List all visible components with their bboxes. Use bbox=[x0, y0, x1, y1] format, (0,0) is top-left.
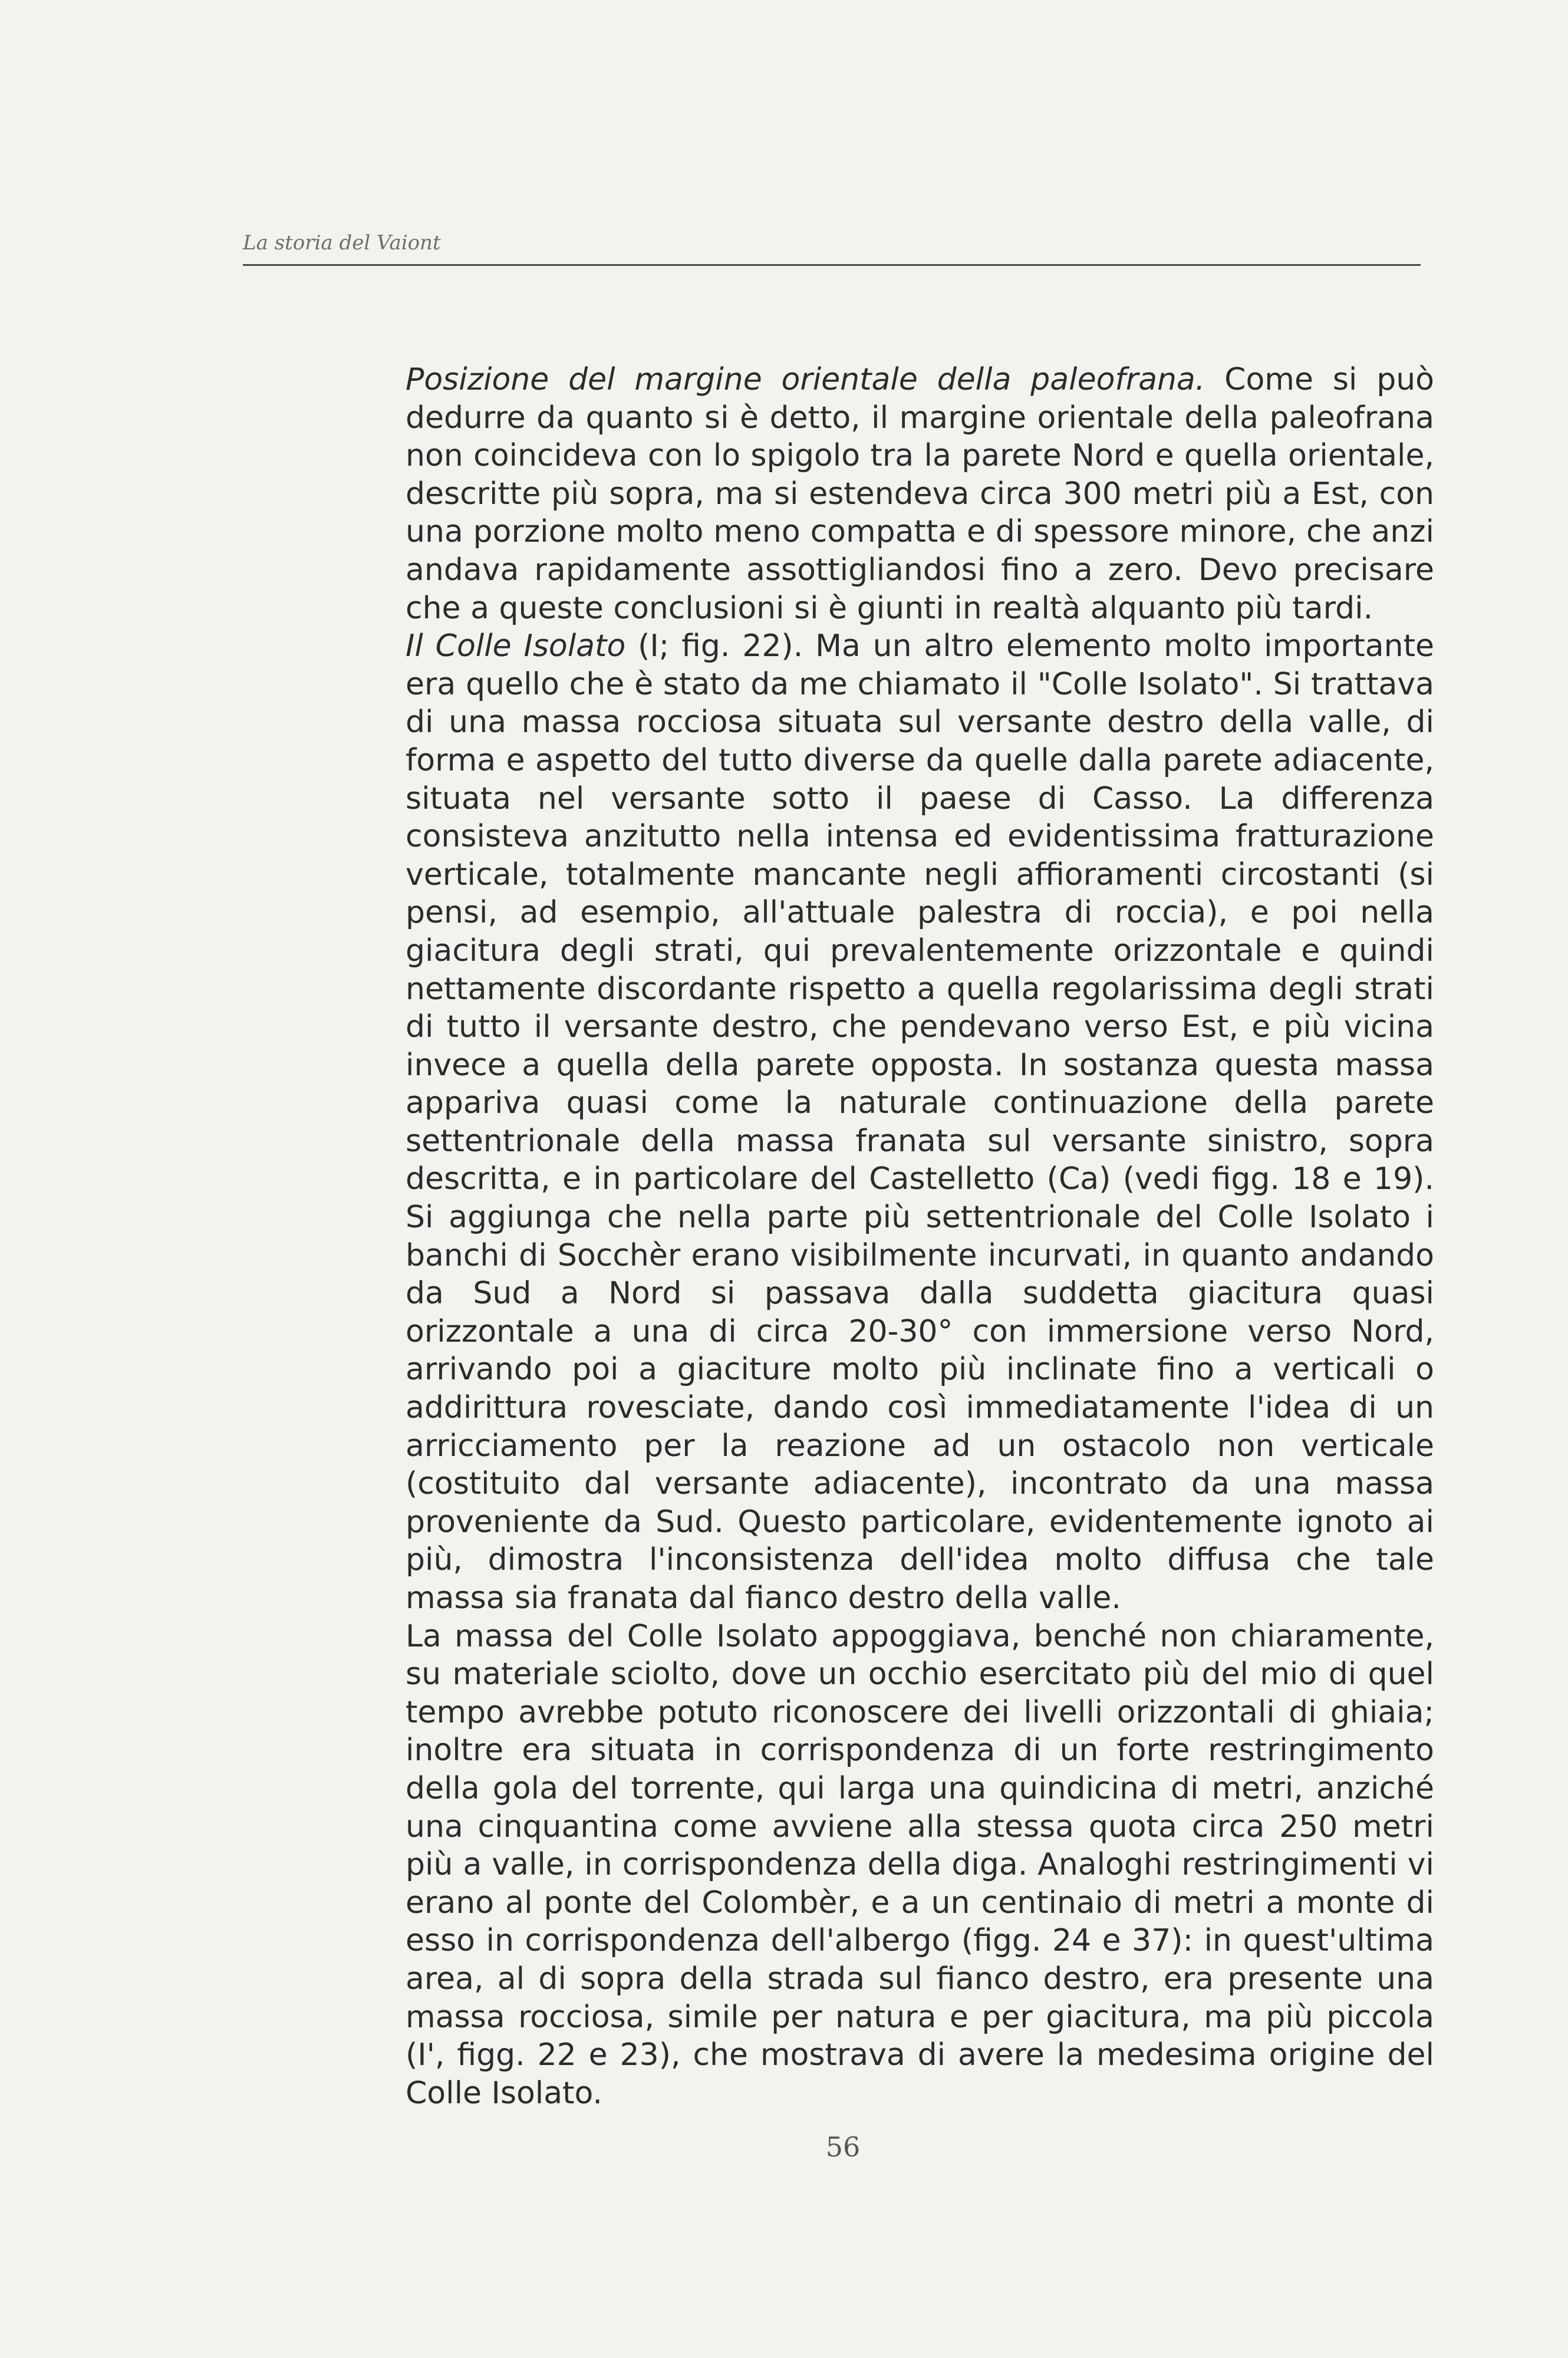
header-rule bbox=[243, 264, 1421, 266]
paragraph bbox=[406, 627, 1434, 1617]
paragraph-text: La massa del Colle Isolato appoggiava, benché non chiaramente, su materiale sciolto, dove un occhio esercitato più del mio di quel tempo avrebbe potuto riconoscere dei livelli orizzontali di ghiaia; inoltre era situata in corrispondenza di un forte restringimento della gola del torrente, qui larga una quindicina di metri, anziché una cinquantina come avviene alla stessa quota circa 250 metri più a valle, in corrispondenza della diga. Analoghi restringimenti vi erano al ponte del Colombèr, e a un centinaio di metri a monte di esso in corrispondenza dell'albergo (figg. 24 e 37): in quest'ultima area, al di sopra della strada sul fianco destro, era presente una massa rocciosa, simile per natura e per giacitura, ma più piccola (I', figg. 22 e 23), che mostrava di avere la medesima origine del Colle Isolato. bbox=[406, 1618, 1434, 2111]
paragraph-text: Come si può dedurre da quanto si è detto, il margine orientale della paleofrana non coincideva con lo spigolo tra la parete Nord e quella orientale, descritte più sopra, ma si estendeva circa 300 metri più a Est, con una porzione molto meno compatta e di spessore minore, che anzi andava rapidamente assottigliandosi fino a zero. Devo precisare che a queste conclusioni si è giunti in realtà alquanto più tardi. bbox=[406, 362, 1434, 626]
paragraph-text: (I; fig. 22). Ma un altro elemento molto importante era quello che è stato da me chiamato il "Colle Isolato". Si trattava di una massa rocciosa situata sul versante destro della valle, di forma e aspetto del tutto diverse da quelle dalla parete adiacente, situata nel versante sotto il paese di Casso. La differenza consisteva anzitutto nella intensa ed evidentissima fratturazione verticale, totalmente mancante negli affioramenti circostanti (si pensi, ad esempio, all'attuale palestra di roccia), e poi nella giacitura degli strati, qui prevalentemente orizzontale e quindi nettamente discordante rispetto a quella regolarissima degli strati di tutto il versante destro, che pendevano verso Est, e più vicina invece a quella della parete opposta. In sostanza questa massa appariva quasi come la naturale continuazione della parete settentrionale della massa franata sul versante sinistro, sopra descritta, e in particolare del Castelletto (Ca) (vedi figg. 18 e 19). Si aggiunga che nella parte più settentrionale del Colle Isolato i banchi di Socchèr erano visibilmente incurvati, in quanto andando da Sud a Nord si passava dalla suddetta giacitura quasi orizzontale a una di circa 20-30° con immersione verso Nord, arrivando poi a giaciture molto più inclinate fino a verticali o addirittura rovesciate, dando così immediatamente l'idea di un arricciamento per la reazione ad un ostacolo non verticale (costituito dal versante adiacente), incontrato da una massa proveniente da Sud. Questo particolare, evidentemente ignoto ai più, dimostra l'inconsistenza dell'idea molto diffusa che tale massa sia franata dal fianco destro della valle. bbox=[406, 628, 1434, 1616]
body-text bbox=[406, 361, 1434, 2112]
paragraph bbox=[406, 1618, 1434, 2113]
paragraph bbox=[406, 361, 1434, 627]
paragraph-lead: Il Colle Isolato bbox=[406, 628, 626, 664]
page-number: 56 bbox=[825, 2131, 861, 2163]
paragraph-lead: Posizione del margine orientale della paleofrana. bbox=[406, 362, 1205, 397]
running-head: La storia del Vaiont bbox=[243, 231, 441, 255]
